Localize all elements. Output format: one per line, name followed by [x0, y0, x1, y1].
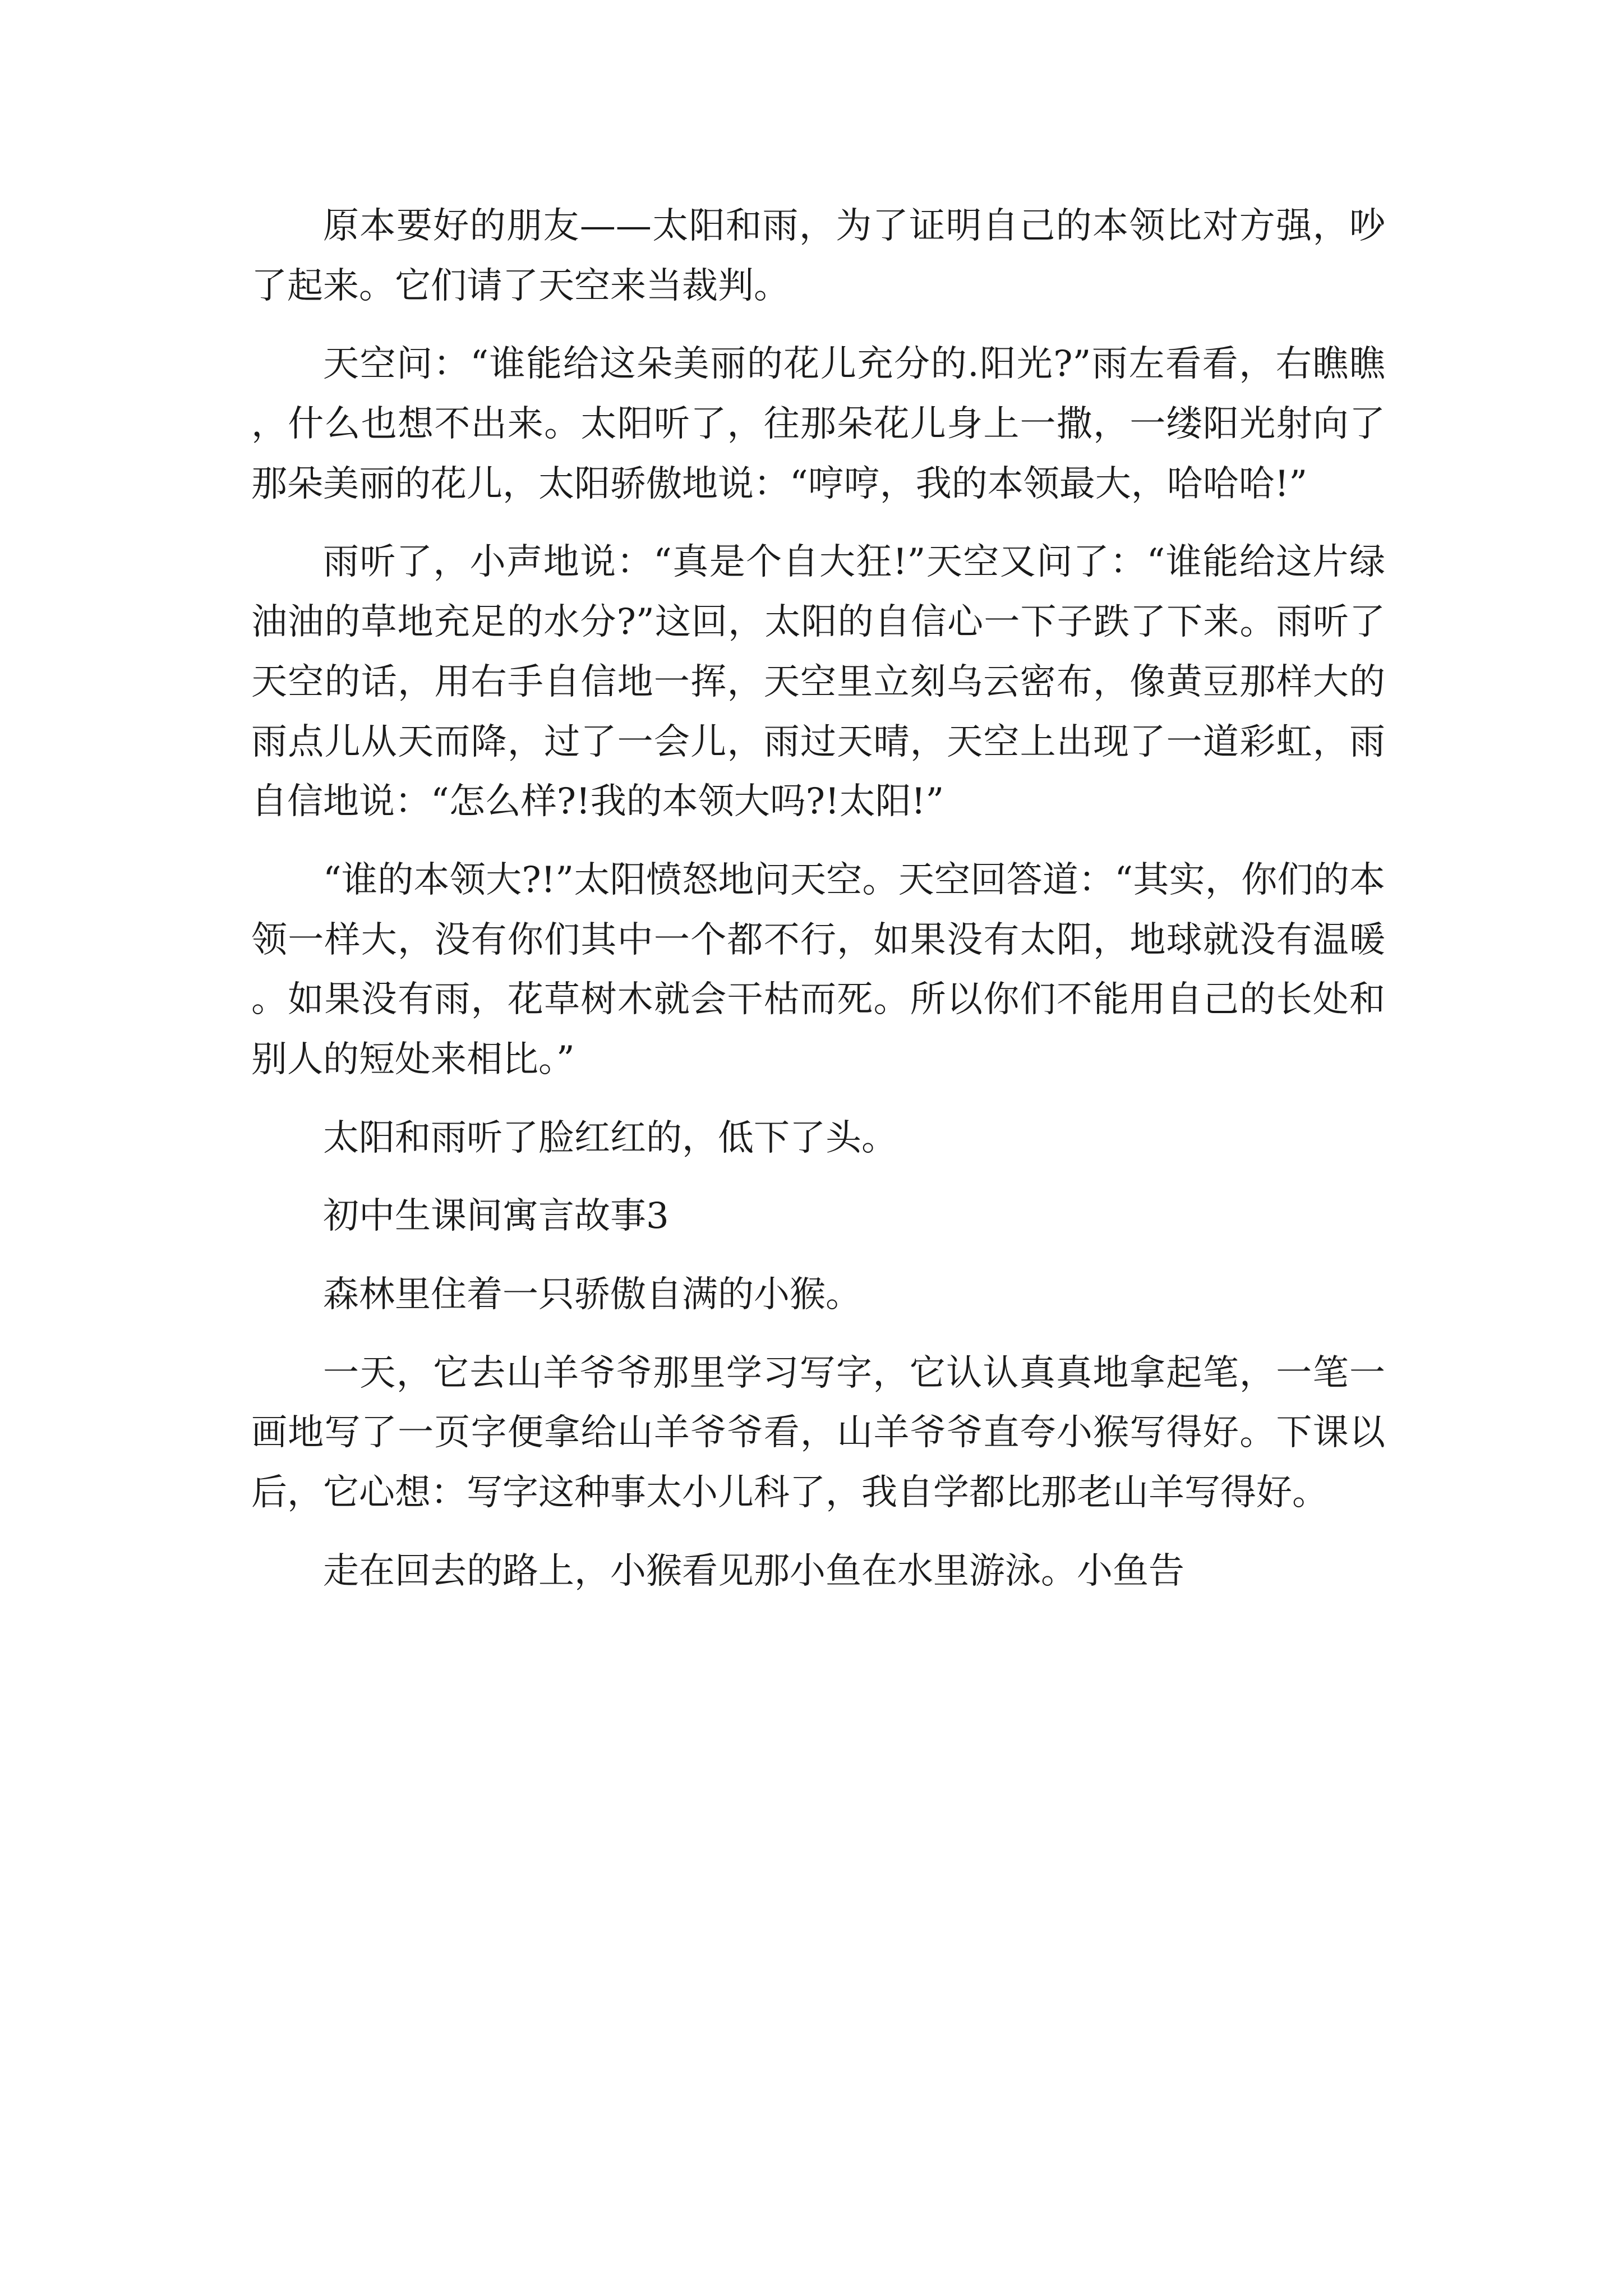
section-heading: 初中生课间寓言故事3	[323, 1195, 669, 1237]
paragraph-5: 太阳和雨听了脸红红的，低下了头。	[323, 1117, 897, 1159]
document-page	[251, 196, 1385, 1619]
paragraph-1: 原本要好的朋友——太阳和雨，为了证明自己的本领比对方强，吵了起来。它们请了天空来当裁判。	[251, 205, 1385, 307]
paragraph-3: 雨听了，小声地说：“真是个自大狂!”天空又问了：“谁能给这片绿油油的草地充足的水分?”这回，太阳的自信心一下子跌了下来。雨听了天空的话，用右手自信地一挥，天空里立刻乌云密布，像黄豆那样大的雨点儿从天而降，过了一会儿，雨过天晴，天空上出现了一道彩虹，雨自信地说：“怎么样?!我的本领大吗?!太阳!”	[251, 541, 1385, 823]
paragraph-8: 走在回去的路上，小猴看见那小鱼在水里游泳。小鱼告	[323, 1550, 1184, 1592]
paragraph-4: “谁的本领大?!”太阳愤怒地问天空。天空回答道：“其实，你们的本领一样大，没有你们其中一个都不行，如果没有太阳，地球就没有温暖。如果没有雨，花草树木就会干枯而死。所以你们不能用自己的长处和别人的短处来相比。”	[251, 859, 1385, 1080]
paragraph-6: 森林里住着一只骄傲自满的小猴。	[323, 1274, 861, 1315]
paragraph-2: 天空问：“谁能给这朵美丽的花儿充分的.阳光?”雨左看看，右瞧瞧，什么也想不出来。太阳听了，往那朵花儿身上一撒，一缕阳光射向了那朵美丽的花儿，太阳骄傲地说：“哼哼，我的本领最大，哈哈哈!”	[251, 343, 1385, 505]
paragraph-7: 一天，它去山羊爷爷那里学习写字，它认认真真地拿起笔，一笔一画地写了一页字便拿给山羊爷爷看，山羊爷爷直夸小猴写得好。下课以后，它心想：写字这种事太小儿科了，我自学都比那老山羊写得好。	[251, 1352, 1385, 1514]
